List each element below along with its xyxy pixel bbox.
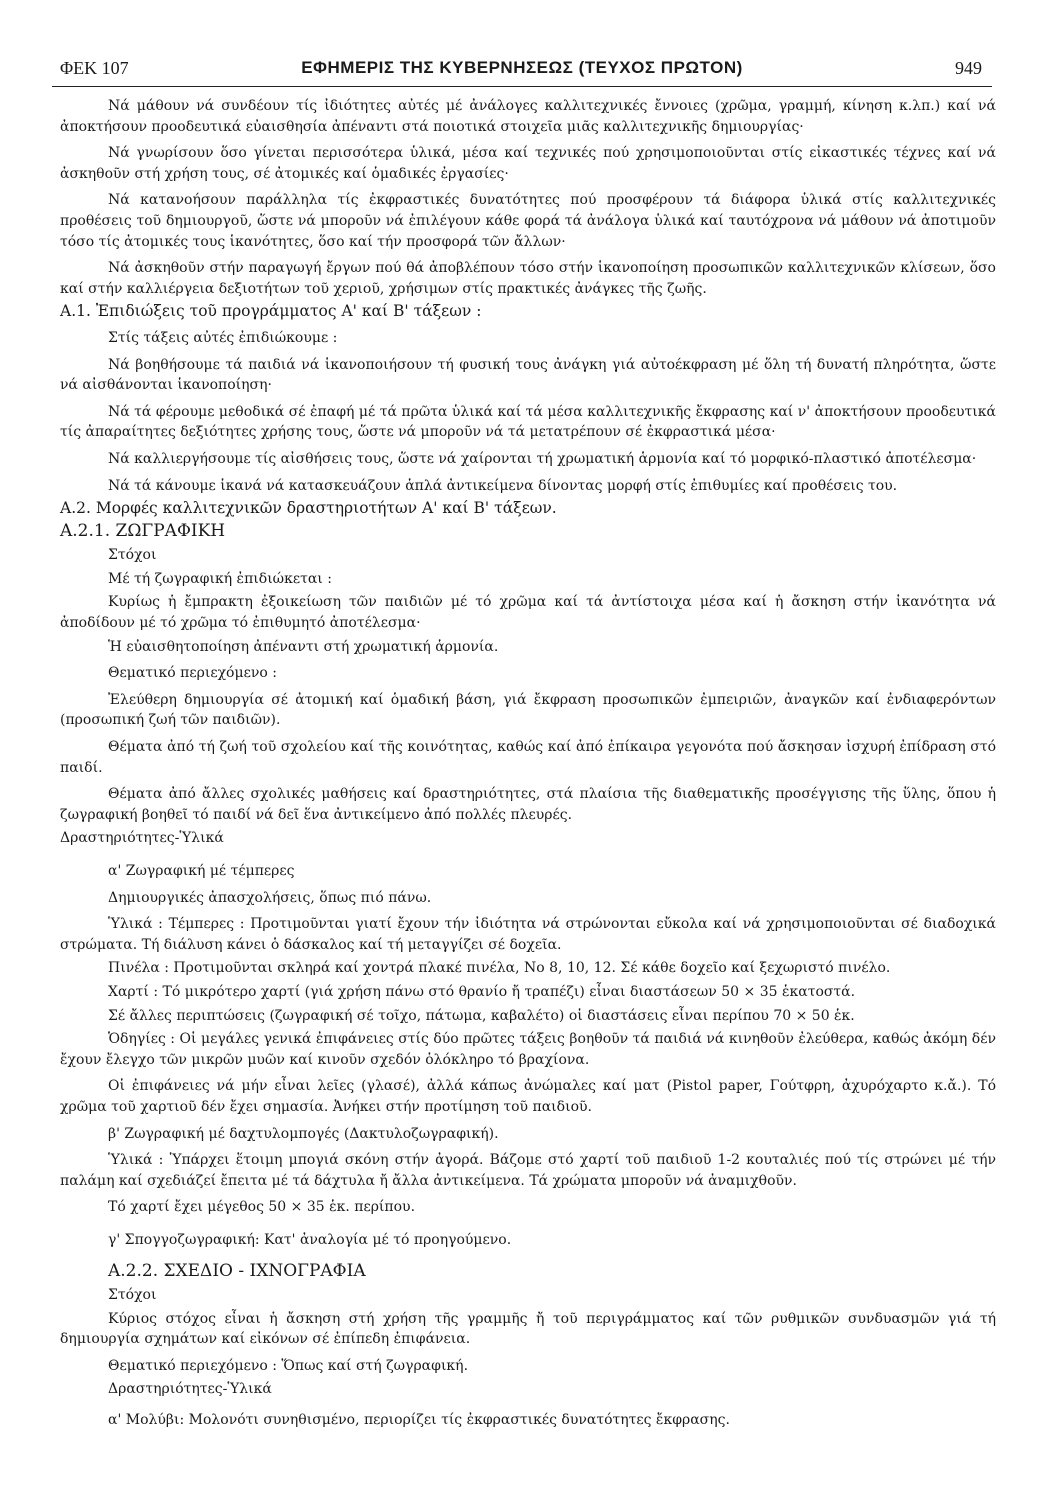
label-activities-materials: Δραστηριότητες-Ὑλικά xyxy=(108,1381,272,1398)
section-heading: Α.2. Μορφές καλλιτεχνικῶν δραστηριοτήτων Α' καί Β' τάξεων. xyxy=(60,499,557,518)
paragraph: Νά μάθουν νά συνδέουν τίς ἰδιότητες αὐτές μέ ἀνάλογες καλλιτεχνικές ἔννοιες (χρῶμα, γραμμή, κίνηση κ.λπ.) καί νά ἀποκτήσουν προοδευτικά εὐαισθησία ἀπέναντι στά ποιοτικά στοιχεῖα μιᾶς καλλιτεχνικῆς δημιουργίας· xyxy=(60,98,996,135)
paragraph: Θεματικό περιεχόμενο : Ὅπως καί στή ζωγραφική. xyxy=(108,1357,469,1374)
paragraph: Νά βοηθήσουμε τά παιδιά νά ἱκανοποιήσουν τή φυσική τους ἀνάγκη γιά αὐτοέκφραση μέ ὅλη τή δυνατή πληρότητα, ὥστε νά αἰσθάνονται ἱκανοποίηση· xyxy=(60,356,996,394)
label-goals: Στόχοι xyxy=(108,1287,157,1304)
paragraph: Χαρτί : Τό μικρότερο χαρτί (γιά χρήση πάνω στό θρανίο ἤ τραπέζι) εἶναι διαστάσεων 50 × 35 ἑκατοστά. xyxy=(108,983,856,1000)
label-goals: Στόχοι xyxy=(108,547,157,564)
paragraph: Νά ἀσκηθοῦν στήν παραγωγή ἔργων πού θά ἀποβλέπουν τόσο στήν ἱκανοποίηση προσωπικῶν καλλιτεχνικῶν κλίσεων, ὅσο καί στήν καλλιέργεια δεξιοτήτων τοῦ χεριοῦ, χρήσιμων στίς πρακτικές ἀνάγκες τῆς ζωῆς. xyxy=(60,260,996,297)
page-header xyxy=(52,56,992,87)
paragraph: Ὑλικά : Ὑπάρχει ἕτοιμη μπογιά σκόνη στήν ἀγορά. Βάζομε στό χαρτί τοῦ παιδιοῦ 1-2 κουταλιές πού τίς στρώνει μέ τήν παλάμη καί σχεδιάζεί ἔπειτα μέ τά δάχτυλα ἤ ἄλλα ἀντικείμενα. Τά χρώματα μποροῦν νά ἀναμιχθοῦν. xyxy=(60,1152,996,1189)
paragraph: Δημιουργικές ἀπασχολήσεις, ὅπως πιό πάνω. xyxy=(108,889,432,906)
paragraph: Νά τά φέρουμε μεθοδικά σέ ἐπαφή μέ τά πρῶτα ὑλικά καί τά μέσα καλλιτεχνικῆς ἔκφρασης καί ν' ἀποκτήσουν προοδευτικά τίς ἀπαραίτητες δεξιότητες χρήσης τους, ὥστε νά μποροῦν νά τά μετατρέπουν σέ ἐκφραστικά μέσα· xyxy=(60,403,996,441)
gazette-issue-number: ΦΕΚ 107 xyxy=(60,58,129,78)
label-activities-materials: Δραστηριότητες-Ὑλικά xyxy=(60,830,224,847)
subsection-heading: Α.2.1. ΖΩΓΡΑΦΙΚΗ xyxy=(60,520,226,541)
paragraph: Νά τά κάνουμε ἱκανά νά κατασκευάζουν ἁπλά ἀντικείμενα δίνοντας μορφή στίς ἐπιθυμίες καί προθέσεις του. xyxy=(108,477,898,494)
paragraph: Κυρίως ἡ ἔμπρακτη ἐξοικείωση τῶν παιδιῶν μέ τό χρῶμα καί τά ἀντίστοιχα μέσα καί ἡ ἄσκηση στήν ἱκανότητα νά ἀποδίδουν μέ τό χρῶμα τό ἐπιθυμητό ἀποτέλεσμα· xyxy=(60,594,996,632)
paragraph: Ὑλικά : Τέμπερες : Προτιμοῦνται γιατί ἔχουν τήν ἰδιότητα νά στρώνονται εὔκολα καί νά χρησιμοποιοῦνται σέ διαδοχικά στρώματα. Τή διάλυση κάνει ὁ δάσκαλος καί τή μεταγγίζει σέ δοχεῖα. xyxy=(60,916,996,953)
paragraph: Πινέλα : Προτιμοῦνται σκληρά καί χοντρά πλακέ πινέλα, Νο 8, 10, 12. Σέ κάθε δοχεῖο καί ξεχωριστό πινέλο. xyxy=(108,960,891,977)
paragraph: Σέ ἄλλες περιπτώσεις (ζωγραφική σέ τοῖχο, πάτωμα, καβαλέτο) οἱ διαστάσεις εἶναι περίπου 70 × 50 ἑκ. xyxy=(108,1007,855,1024)
list-item: γ' Σπογγοζωγραφική: Κατ' ἀναλογία μέ τό προηγούμενο. xyxy=(108,1231,512,1248)
page-body xyxy=(60,96,996,1437)
paragraph: Νά γνωρίσουν ὅσο γίνεται περισσότερα ὑλικά, μέσα καί τεχνικές πού χρησιμοποιοῦνται στίς εἰκαστικές τέχνες καί νά ἀσκηθοῦν στή χρήση τους, σέ ἀτομικές καί ὁμαδικές ἐργασίες· xyxy=(60,145,996,182)
paragraph: Ὁδηγίες : Οἱ μεγάλες γενικά ἐπιφάνειες στίς δύο πρῶτες τάξεις βοηθοῦν τά παιδιά νά κινηθοῦν ἐλεύθερα, καθώς ἀκόμη δέν ἔχουν ἔλεγχο τῶν μικρῶν μυῶν καί κινοῦν σχεδόν ὁλόκληρο τό βραχίονα. xyxy=(60,1031,996,1068)
paragraph: Οἱ ἐπιφάνειες νά μήν εἶναι λεῖες (γλασέ), ἀλλά κάπως ἀνώμαλες καί ματ (Pistol paper, Γούτφρη, ἀχυρόχαρτο κ.ἄ.). Τό χρῶμα τοῦ χαρτιοῦ δέν ἔχει σημασία. Ἀνήκει στήν προτίμηση τοῦ παιδιοῦ. xyxy=(60,1078,996,1115)
paragraph: Νά κατανοήσουν παράλληλα τίς ἐκφραστικές δυνατότητες πού προσφέρουν τά διάφορα ὑλικά στίς καλλιτεχνικές προθέσεις τοῦ δημιουργοῦ, ὥστε νά μποροῦν νά ἐπιλέγουν κάθε φορά τά ἀνάλογα ὑλικά καί ταυτόχρονα νά μάθουν νά ἀποτιμοῦν τόσο τίς ἀτομικές τους ἱκανότητες, ὅσο καί τήν προσφορά τῶν ἄλλων· xyxy=(60,192,996,250)
paragraph: Θέματα ἀπό ἄλλες σχολικές μαθήσεις καί δραστηριότητες, στά πλαίσια τῆς διαθεματικῆς προσέγγισης τῆς ὕλης, ὅπου ἡ ζωγραφική βοηθεῖ τό παιδί νά δεῖ ἕνα ἀντικείμενο ἀπό πολλές πλευρές. xyxy=(60,786,996,823)
paragraph: Μέ τή ζωγραφική ἐπιδιώκεται : xyxy=(108,570,332,587)
gazette-title: ΕΦΗΜΕΡΙΣ ΤΗΣ ΚΥΒΕΡΝΗΣΕΩΣ (ΤΕΥΧΟΣ ΠΡΩΤΟΝ) xyxy=(301,58,743,77)
paragraph: Θέματα ἀπό τή ζωή τοῦ σχολείου καί τῆς κοινότητας, καθώς καί ἀπό ἐπίκαιρα γεγονότα πού ἄσκησαν ἰσχυρή ἐπίδραση στό παιδί. xyxy=(60,739,996,776)
paragraph: Ἡ εὐαισθητοποίηση ἀπέναντι στή χρωματική ἁρμονία. xyxy=(108,638,499,655)
paragraph: Στίς τάξεις αὐτές ἐπιδιώκουμε : xyxy=(108,329,338,346)
page-number: 949 xyxy=(955,58,982,78)
label-thematic-content: Θεματικό περιεχόμενο : xyxy=(108,665,277,682)
subsection-heading: Α.2.2. ΣΧΕΔΙΟ - ΙΧΝΟΓΡΑΦΙΑ xyxy=(108,1260,366,1281)
paragraph: Τό χαρτί ἔχει μέγεθος 50 × 35 ἑκ. περίπου. xyxy=(108,1199,416,1216)
section-heading: Α.1. Ἐπιδιώξεις τοῦ προγράμματος Α' καί Β' τάξεων : xyxy=(60,302,482,321)
paragraph: Κύριος στόχος εἶναι ἡ ἄσκηση στή χρήση τῆς γραμμῆς ἤ τοῦ περιγράμματος καί τῶν ρυθμικῶν συνδυασμῶν γιά τή δημιουργία σχημάτων καί εἰκόνων σέ ἐπίπεδη ἐπιφάνεια. xyxy=(60,1310,996,1348)
paragraph: Ἐλεύθερη δημιουργία σέ ἀτομική καί ὁμαδική βάση, γιά ἔκφραση προσωπικῶν ἐμπειριῶν, ἀναγκῶν καί ἐνδιαφερόντων (προσωπική ζωή τῶν παιδιῶν). xyxy=(60,691,996,729)
list-item: α' Ζωγραφική μέ τέμπερες xyxy=(108,863,295,879)
list-item: β' Ζωγραφική μέ δαχτυλομπογές (Δακτυλοζωγραφική). xyxy=(108,1125,499,1142)
list-item: α' Μολύβι: Μολονότι συνηθισμένο, περιορίζει τίς ἐκφραστικές δυνατότητες ἔκφρασης. xyxy=(108,1412,730,1429)
paragraph: Νά καλλιεργήσουμε τίς αἰσθήσεις τους, ὥστε νά χαίρονται τή χρωματική ἁρμονία καί τό μορφικό-πλαστικό ἀποτέλεσμα· xyxy=(108,450,977,467)
